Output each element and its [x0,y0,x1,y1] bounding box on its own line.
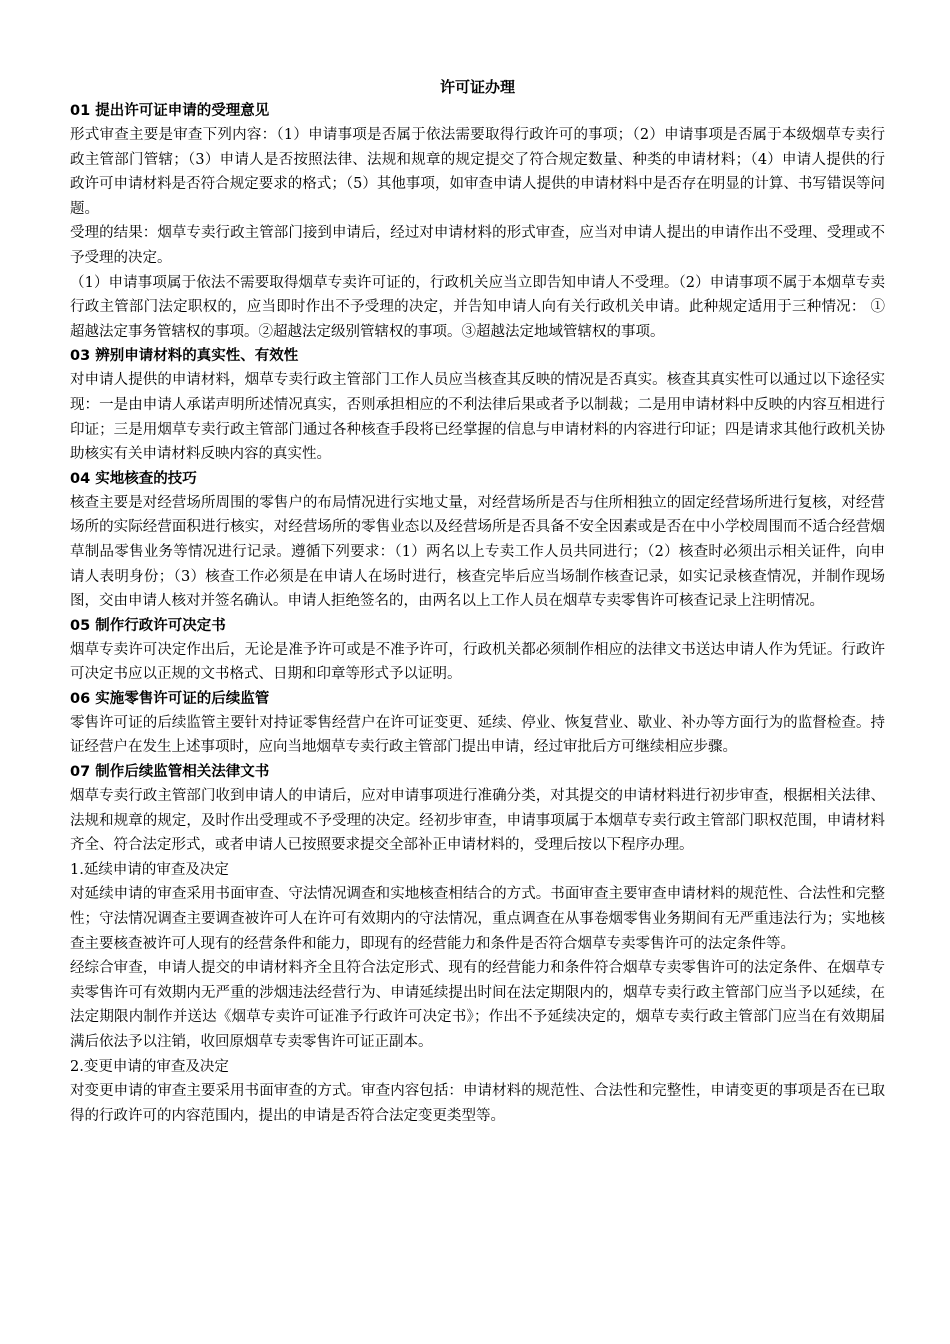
section-heading-07: 07 制作后续监管相关法律文书 [70,764,270,781]
section-07-paragraph-1: 烟草专卖行政主管部门收到申请人的申请后，应对申请事项进行准确分类，对其提交的申请材料进行初步审查，根据相关法律、法规和规章的规定，及时作出受理或不予受理的决定。经初步审查，申请事项属于本烟草专卖行政主管部门职权范围，申请材料齐全、符合法定形式，或者申请人已按照要求提交全部补正申请材料的，受理后按以下程序办理。 [70,788,885,854]
subsection-heading-renewal: 1.延续申请的审查及决定 [70,861,229,878]
renewal-paragraph-1: 对延续申请的审查采用书面审查、守法情况调查和实地核查相结合的方式。书面审查主要审查申请材料的规范性、合法性和完整性；守法情况调查主要调查被许可人在许可有效期内的守法情况，重点调查在从事卷烟零售业务期间有无严重违法行为；实地核查主要核查被许可人现有的经营条件和能力，即现有的经营能力和条件是否符合烟草专卖零售许可的法定条件等。 [70,886,885,952]
section-heading-04: 04 实地核查的技巧 [70,470,197,487]
section-heading-05: 05 制作行政许可决定书 [70,617,226,634]
section-03-paragraph-1: 对申请人提供的申请材料，烟草专卖行政主管部门工作人员应当核查其反映的情况是否真实。核查其真实性可以通过以下途径实现：一是由申请人承诺声明所述情况真实，否则承担相应的不利法律后果或者予以制裁；二是用申请材料中反映的内容互相进行印证；三是用烟草专卖行政主管部门通过各种核查手段将已经掌握的信息与申请材料的内容进行印证；四是请求其他行政机关协助核实有关申请材料反映内容的真实性。 [70,372,885,463]
section-05-paragraph-1: 烟草专卖许可决定作出后，无论是准予许可或是不准予许可，行政机关都必须制作相应的法律文书送达申请人作为凭证。行政许可决定书应以正规的文书格式、日期和印章等形式予以证明。 [70,641,885,683]
change-paragraph-1: 对变更申请的审查主要采用书面审查的方式。审查内容包括：申请材料的规范性、合法性和完整性，申请变更的事项是否在已取得的行政许可的内容范围内，提出的申请是否符合法定变更类型等。 [70,1083,885,1124]
renewal-paragraph-2: 经综合审查，申请人提交的申请材料齐全且符合法定形式、现有的经营能力和条件符合烟草专卖零售许可的法定条件、在烟草专卖零售许可有效期内无严重的涉烟违法经营行为、申请延续提出时间在法定期限内的，烟草专卖行政主管部门应当予以延续，在法定期限内制作并送达《烟草专卖许可证准予行政许可决定书》；作出不予延续决定的，烟草专卖行政主管部门应当在有效期届满后依法予以注销，收回原烟草专卖零售许可证正副本。 [70,960,885,1050]
document-page [70,75,885,1128]
document-title: 许可证办理 [439,78,515,96]
section-01-paragraph-3: （1）申请事项属于依法不需要取得烟草专卖许可证的，行政机关应当立即告知申请人不受理。（2）申请事项不属于本烟草专卖行政主管部门法定职权的，应当即时作出不予受理的决定，并告知申请人向有关行政机关申请。此种规定适用于三种情况： ①超越法定事务管辖权的事项。②超越法定级别管辖权的事项。③超越法定地域管辖权的事项。 [70,274,885,340]
section-01-paragraph-2: 受理的结果：烟草专卖行政主管部门接到申请后，经过对申请材料的形式审查，应当对申请人提出的申请作出不受理、受理或不予受理的决定。 [70,225,885,266]
section-heading-01: 01 提出许可证申请的受理意见 [70,103,270,119]
section-heading-03: 03 辨别申请材料的真实性、有效性 [70,348,299,365]
section-heading-06: 06 实施零售许可证的后续监管 [70,690,270,707]
section-06-paragraph-1: 零售许可证的后续监管主要针对持证零售经营户在许可证变更、延续、停业、恢复营业、歇业、补办等方面行为的监督检查。持证经营户在发生上述事项时，应向当地烟草专卖行政主管部门提出申请，经过审批后方可继续相应步骤。 [70,714,885,756]
section-04-paragraph-1: 核查主要是对经营场所周围的零售户的布局情况进行实地丈量，对经营场所是否与住所相独立的固定经营场所进行复核，对经营场所的实际经营面积进行核实，对经营场所的零售业态以及经营场所是否具备不安全因素或是否在中小学校周围而不适合经营烟草制品零售业务等情况进行记录。遵循下列要求：（1）两名以上专卖工作人员共同进行；（2）核查时必须出示相关证件，向申请人表明身份；（3）核查工作必须是在申请人在场时进行，核查完毕后应当场制作核查记录，如实记录核查情况，并制作现场图，交由申请人核对并签名确认。申请人拒绝签名的，由两名以上工作人员在烟草专卖零售许可核查记录上注明情况。 [70,494,885,610]
section-01-paragraph-1: 形式审查主要是审查下列内容：（1）申请事项是否属于依法需要取得行政许可的事项；（2）申请事项是否属于本级烟草专卖行政主管部门管辖；（3）申请人是否按照法律、法规和规章的规定提交了符合规定数量、种类的申请材料；（4）申请人提供的行政许可申请材料是否符合规定要求的格式；（5）其他事项，如审查申请人提供的申请材料中是否存在明显的计算、书写错误等问题。 [70,127,885,217]
subsection-heading-change: 2.变更申请的审查及决定 [70,1058,229,1075]
